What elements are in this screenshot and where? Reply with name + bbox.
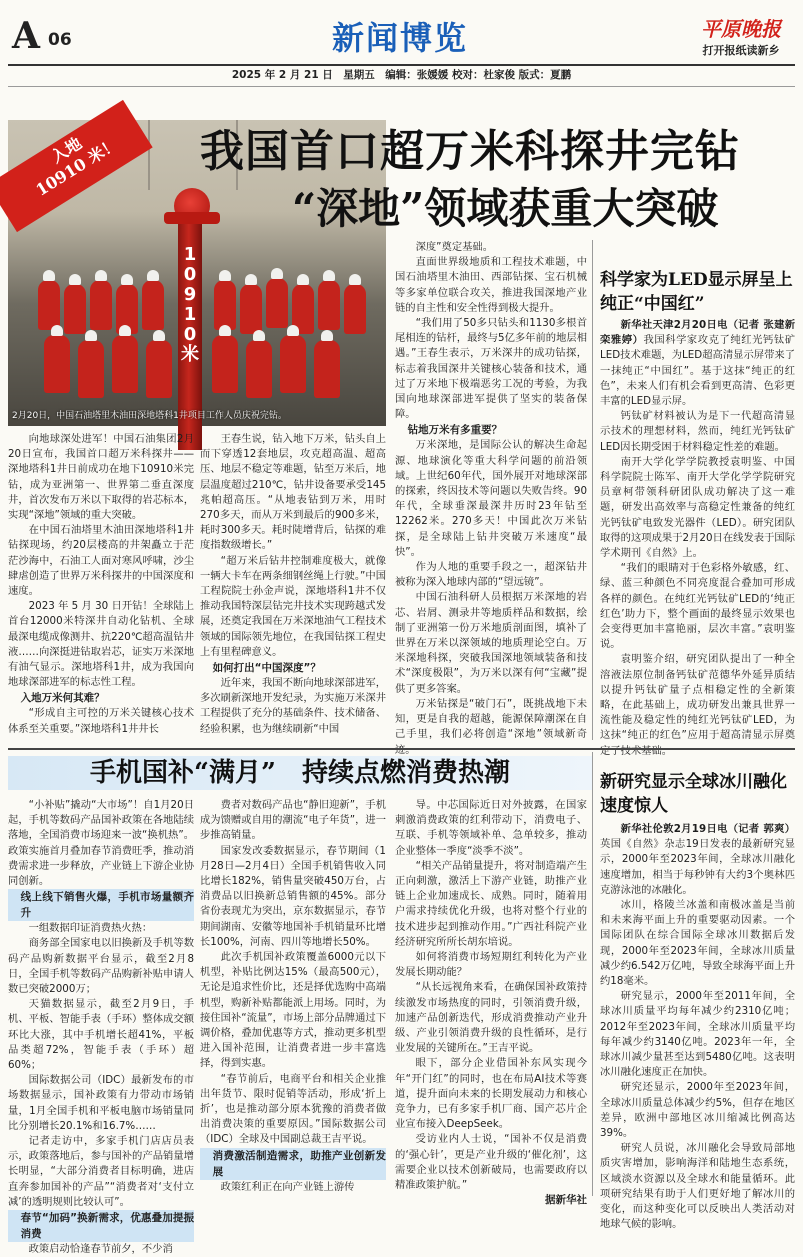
paragraph: “春节前后，电商平台和相关企业推出年货节、限时促销等活动，形成‘折上折’，也是推动部分原本犹豫的消费者做出消费决策的重要原因。”国际数据公司（IDC）全球及中国副总裁王吉平说。 xyxy=(200,1072,386,1146)
phone-column-2 xyxy=(200,798,386,1196)
paragraph: 英国《自然》杂志19日发表的最新研究显示，2000年至2023年间，全球冰川融化速度增加，相当于每秒钟有大约3个奥林匹克游泳池的冰融化。 xyxy=(600,838,795,896)
paragraph: 王春生说，钻入地下万米，钻头自上而下穿透12套地层，攻克超高温、超高压、地层不稳定等难题，钻至万米后，地层温度超过210℃，钻井设备要承受145兆帕超高压。“从地表钻到万米，用时270多天，而从万米到最后的900多米，耗时300多天。耗时陡增背后，钻探的难度指数级增长。” xyxy=(200,433,386,552)
worker-figure xyxy=(240,284,262,334)
paragraph: “超万米后钻井控制难度极大，就像一辆大卡车在两条细钢丝绳上行驶。”中国工程院院士孙金声说，深地塔科1井不仅推动我国特深层钻完井技术实现跨越式发展，还奠定我国在万米深地油气工程技术领域的国际领先地位，在我国钻探工程史上有里程碑意义。 xyxy=(200,554,386,658)
column-divider xyxy=(592,240,593,740)
subheading: 入地万米何其难？ xyxy=(20,692,105,705)
subheading: 消费激活制造需求，助推产业创新发展 xyxy=(200,1148,386,1180)
worker-figure xyxy=(78,340,104,398)
paragraph: 2023 年 5 月 30 日开钻！全球陆上首台12000米特深井自动化钻机、全球最深电缆成像测井、抗220℃超高温钻井液……向深挺进钻取岩芯，证实万米深地有油气显示。深地塔科1井，成为我国向地球深部进军的标志性工程。 xyxy=(8,600,194,689)
paragraph: 我国科学家攻克了纯红光钙钛矿LED技术难题，为LED超高清显示屏带来了一抹纯正“中国红”。基于这抹“纯正的红色”，未来人们有机会看到更高清、色彩更丰富的LED显示屏。 xyxy=(600,334,796,408)
page-number: 06 xyxy=(48,30,72,50)
phone-headline: 手机国补“满月” 持续点燃消费热潮 xyxy=(8,756,592,790)
paragraph: 眼下，部分企业借国补东风实现今年“开门红”的同时，也在布局AI技术等赛道，提升面向未来的长期发展动力和核心竞争力，已有多家手机厂商、国产芯片企业宣布接入DeepSeek。 xyxy=(395,1057,587,1131)
brand-slogan: 打开报纸读新乡 xyxy=(702,44,780,57)
byline: 据新华社 xyxy=(545,1194,587,1207)
lead-column-3 xyxy=(395,240,587,756)
paragraph: 受访业内人士说，“国补不仅是消费的‘强心针’，更是产业升级的‘催化剂’，这需要企业以技术创新破局，也需要政府以精准政策护航。” xyxy=(395,1133,587,1192)
worker-figure xyxy=(318,280,340,330)
paragraph: “我们的眼睛对于色彩格外敏感，红、绿、蓝三种颜色不同亮度混合叠加可形成各样的颜色。在纯红光钙钛矿LED的‘纯正红色’助力下，整个画面的最终显示效果也会变得更加丰富艳丽，层次丰富。”袁明鉴说。 xyxy=(600,562,795,651)
paragraph: “形成自主可控的万米关键核心技术体系至关重要。”深地塔科1井井长 xyxy=(8,707,194,735)
paragraph: 记者走访中，多家手机门店店员表示，政策落地后，参与国补的产品销量增长明显，“大部分消费者目标明确，进店直奔参加国补的产品”“消费者对‘支付立减’的透明规则比较认可”。 xyxy=(8,1135,194,1208)
paragraph: 研究还显示，2000年至2023年间，全球冰川质量总体减少约5%，但存在地区差异，欧洲中部地区冰川缩减比例高达39%。 xyxy=(600,1081,795,1140)
paragraph: “我们用了50多只钻头和1130多根首尾相连的钻杆，最终与5亿多年前的地层相遇。”王春生表示，万米深井的成功钻探，标志着我国深井关键核心装备和技术，通过了万米地下极端恶劣工况的考验，为我国向地球深部进军提供了坚实的装备保障。 xyxy=(395,317,587,421)
paragraph: 深度”奠定基础。 xyxy=(415,241,494,253)
lead-column-2 xyxy=(200,432,386,748)
glacier-story xyxy=(600,822,795,1231)
paragraph: 袁明鉴介绍，研究团队提出了一种全溶液法原位制备钙钛矿范德华外延异质结以提升钙钛矿量子点相稳定性的全新策略，在此基础上，成功研发出兼具世界一流性能及稳定性的纯红光钙钛矿LED，为这抹“纯正的红色”应用于超高清显示屏奠定了技术基础。 xyxy=(600,653,795,757)
issue-info: 2025 年 2 月 21 日 星期五 编辑：张媛媛 校对：杜家俊 版式：夏鹏 xyxy=(231,69,572,81)
phone-column-3 xyxy=(395,798,587,1207)
worker-figure xyxy=(90,280,112,330)
worker-figure xyxy=(38,280,60,330)
paragraph: 南开大学化学学院教授袁明鉴、中国科学院院士陈军、南开大学化学学院研究员章柯带领科研团队成功解决了这一难题，研发出高效率与高稳定性兼备的纯红光钙钛矿电致发光器件（LED）。研究团队取得的这项成果于2月20日在线发表于国际学术期刊《自然》上。 xyxy=(600,455,795,560)
paragraph: “相关产品销量提升，将对制造端产生正向刺激，激活上下游产业链，助推产业链上企业加速成长、成熟。同时，随着用户需求持续优化升级，也将对整个行业的技术进步起到推动作用。”广西社科院产业经济研究所所长胡东培说。 xyxy=(395,859,587,948)
worker-figure xyxy=(212,335,238,393)
reporters: （记者 郭爽） xyxy=(727,823,795,835)
paragraph: 近年来，我国不断向地球深部进军，多次刷新深地开发纪录，为实施万米深井工程提供了充分的基础条件、技术储备、经验积累，也为继续刷新“中国 xyxy=(200,677,386,735)
paragraph: 万米钻探是“破门石”，既挑战地下未知，更是自我的超越，能源保障潮深在自己手里，我们必将创造“深地”领域新奇迹。 xyxy=(395,697,587,756)
paragraph: 向地球深处进军！中国石油集团2月20日宣布，我国首口超万米科探井——深地塔科1井日前成功在地下10910米完钻，成为亚洲第一、世界第二垂直深度井，首次发布万米以下取得的岩芯标本，实现“深地”领域的重大突破。 xyxy=(8,433,194,522)
worker-figure xyxy=(280,335,306,393)
worker-figure xyxy=(146,340,172,398)
led-headline: 科学家为LED显示屏呈上纯正“中国红” xyxy=(600,270,793,314)
paragraph: 此次手机国补政策覆盖6000元以下机型，补贴比例达15%（最高500元），无论是追求性价比，还是择优选购中高端机型，购新补贴都能派上用场。同时，为接住国补“流量”，市场上部分品牌通过下调价格，叠加优惠等方式，推动更多机型进入国补范围，让消费者进一步丰富选择，得到实惠。 xyxy=(200,951,386,1070)
subheading: 如何打出“中国深度”？ xyxy=(212,662,321,675)
lead-headline-2: “深地”领域获重大突破 xyxy=(292,184,719,233)
paragraph: 政策启动恰逢春节前夕，不少消 xyxy=(28,1243,173,1256)
paragraph: 作为人地的重要手段之一，超深钻井被称为深入地球内部的“望远镜”。 xyxy=(395,561,587,589)
paragraph: “小补贴”撬动“大市场”！自1月20日起，手机等数码产品国补政策在各地陆续落地，全国消费市场迎来一波“换机热”。政策实施首月叠加春节消费旺季，推动消费需求进一步释放，产业链上下游企业协同创新。 xyxy=(8,799,194,888)
worker-figure xyxy=(246,340,272,398)
paragraph: 直面世界级地质和工程技术难题，中国石油塔里木油田、西部钻探、宝石机械等多家单位联合攻关，推进我国深地产业链的自主性和安全性得到极大提升。 xyxy=(395,256,587,314)
worker-figure xyxy=(44,335,70,393)
paragraph: 研究人员说，冰川融化会导致局部地质灾害增加，影响海洋和陆地生态系统，区域淡水资源以及全球水和能量循环。此项研究结果有助于人们更好地了解冰川的变化，而这种变化可以反映出人类活动对地球气候的影响。 xyxy=(600,1142,795,1231)
paragraph: 商务部全国家电以旧换新及手机等数码产品购新数据平台显示，截至2月8日，全国手机等数码产品购新补贴申请人数已突破2000万； xyxy=(8,937,194,996)
paragraph: “从长远视角来看，在确保国补政策持续激发市场热度的同时，引领消费升级，加速产品创新迭代，形成消费推动产业升级、产业引领消费升级的良性循环，是行业发展的关键所在。”王吉平说。 xyxy=(395,981,587,1055)
section-rule xyxy=(8,748,795,750)
worker-figure xyxy=(314,340,340,398)
phone-column-1 xyxy=(8,798,194,1256)
page-letter: A xyxy=(12,15,40,57)
paragraph: 如何将消费市场短期红利转化为产业发展长期动能？ xyxy=(395,951,587,979)
led-story xyxy=(600,318,796,757)
lead-headline-1: 我国首口超万米科探井完钻 xyxy=(200,126,740,177)
brand-logo: 平原晚报 xyxy=(701,17,781,41)
worker-figure xyxy=(266,278,288,328)
header-rule xyxy=(8,64,795,66)
paragraph: 在中国石油塔里木油田深地塔科1井钻探现场，约20层楼高的井架矗立于茫茫沙海中，石油工人面对寒风呼啸，沙尘肆虐创造了世界万米科探井的中国深度和速度。 xyxy=(8,524,194,598)
paragraph: 钙钛矿材料被认为是下一代超高清显示技术的理想材料，然而，纯红光钙钛矿LED因长期受困于材料稳定性差的难题。 xyxy=(600,410,795,453)
paragraph: 费者对数码产品也“静旧迎新”，手机成为馈赠或自用的潮流“电子年货”，进一步推高销量。 xyxy=(200,799,386,842)
lead-column-1 xyxy=(8,432,194,748)
paragraph: 天猫数据显示，截至2月9日，手机、平板、智能手表（手环）整体成交额环比大涨，其中手机增长超41%，平板品类超72%，智能手表（手环）超60%； xyxy=(8,998,194,1072)
worker-figure xyxy=(344,284,366,334)
paragraph: 研究显示，2000年至2011年间，全球冰川质量平均每年减少约2310亿吨；2012年至2023年间，全球冰川质量平均每年减少约3140亿吨。2023年一年，全球冰川减少量甚至达到5480亿吨。这表明冰川融化速度正在加快。 xyxy=(600,990,795,1079)
worker-figure xyxy=(142,280,164,330)
paragraph: 国家发改委数据显示，春节期间（1月28日—2月4日）全国手机销售收入同比增长182%，销售量突破450万台，占消费品以旧换新总销售额的45%。部分省份表现尤为突出，京东数据显示，春节期间湖南、安徽等地国补手机销量环比增长100%，河南、四川等地增长50%。 xyxy=(200,844,386,948)
reporters: （记者 张建新 栾雅婷） xyxy=(600,319,795,347)
header-rule-2 xyxy=(8,86,795,87)
section-title: 新闻博览 xyxy=(331,19,468,57)
subheading: 线上线下销售火爆，手机市场量额齐升 xyxy=(8,889,194,921)
worker-figure xyxy=(214,280,236,330)
column-divider xyxy=(592,752,593,1196)
paragraph: 政策红利正在向产业链上游传 xyxy=(220,1180,355,1193)
paragraph: 冰川，格陵兰冰盖和南极冰盖是当前和未来海平面上升的重要驱动因素。一个国际团队在综合国际全球冰川数据后发现，2000年至2023年间，全球冰川质量减少约6.542万亿吨，导致全球海平面上升约18毫米。 xyxy=(600,899,795,988)
photo-caption: 2月20日，中国石油塔里木油田深地塔科1井项目工作人员庆祝完钻。 xyxy=(12,411,287,421)
red-ribbon-band xyxy=(164,212,220,224)
dateline: 新华社天津2月20日电 xyxy=(620,319,728,331)
subheading: 钻地万米有多重要？ xyxy=(407,424,503,437)
worker-figure xyxy=(112,335,138,393)
corner-ribbon-text: 入地 10910 米！ xyxy=(32,133,122,200)
paragraph: 万米深地，是国际公认的解决生命起源、地球演化等重大科学问题的前沿领域。上世纪60年代，国外展开对地球深部的探索，终因技术等问题以失败告终。90年代，全球垂深最深井历时23年钻至12262米。270多天！中国此次万米钻探，是全球陆上钻井突破万米速度“最快”。 xyxy=(395,439,587,558)
pipe-label: 10910米 xyxy=(181,244,199,365)
subheading: 春节“加码”换新需求，优惠叠加提振消费 xyxy=(8,1210,194,1242)
dateline: 新华社伦敦2月19日电 xyxy=(620,823,728,835)
paragraph: 一组数据印证消费热火热： xyxy=(28,922,153,935)
glacier-headline: 新研究显示全球冰川融化速度惊人 xyxy=(600,772,787,816)
paragraph: 国际数据公司（IDC）最新发布的市场数据显示，国补政策有力带动市场销量，1月全国手机和平板电脑市场销量同比分别增长20.1%和16.7%…… xyxy=(8,1074,194,1132)
paragraph: 导。中芯国际近日对外披露，在国家刺激消费政策的红利带动下，消费电子、互联、手机等领域补单、急单较多，推动企业整体一季度“淡季不淡”。 xyxy=(395,799,587,857)
worker-figure xyxy=(64,284,86,334)
paragraph: 中国石油科研人员根据万米深地的岩芯、岩屑、测录井等地质样品和数据，绘制了亚洲第一份万米地质剖面图，填补了世界在万米以深领域的地质理论空白。万米深地科探，突破我国深地领域装备和技术“深度极限”，为万米以深有何“宝藏”提供了更多答案。 xyxy=(395,591,587,695)
